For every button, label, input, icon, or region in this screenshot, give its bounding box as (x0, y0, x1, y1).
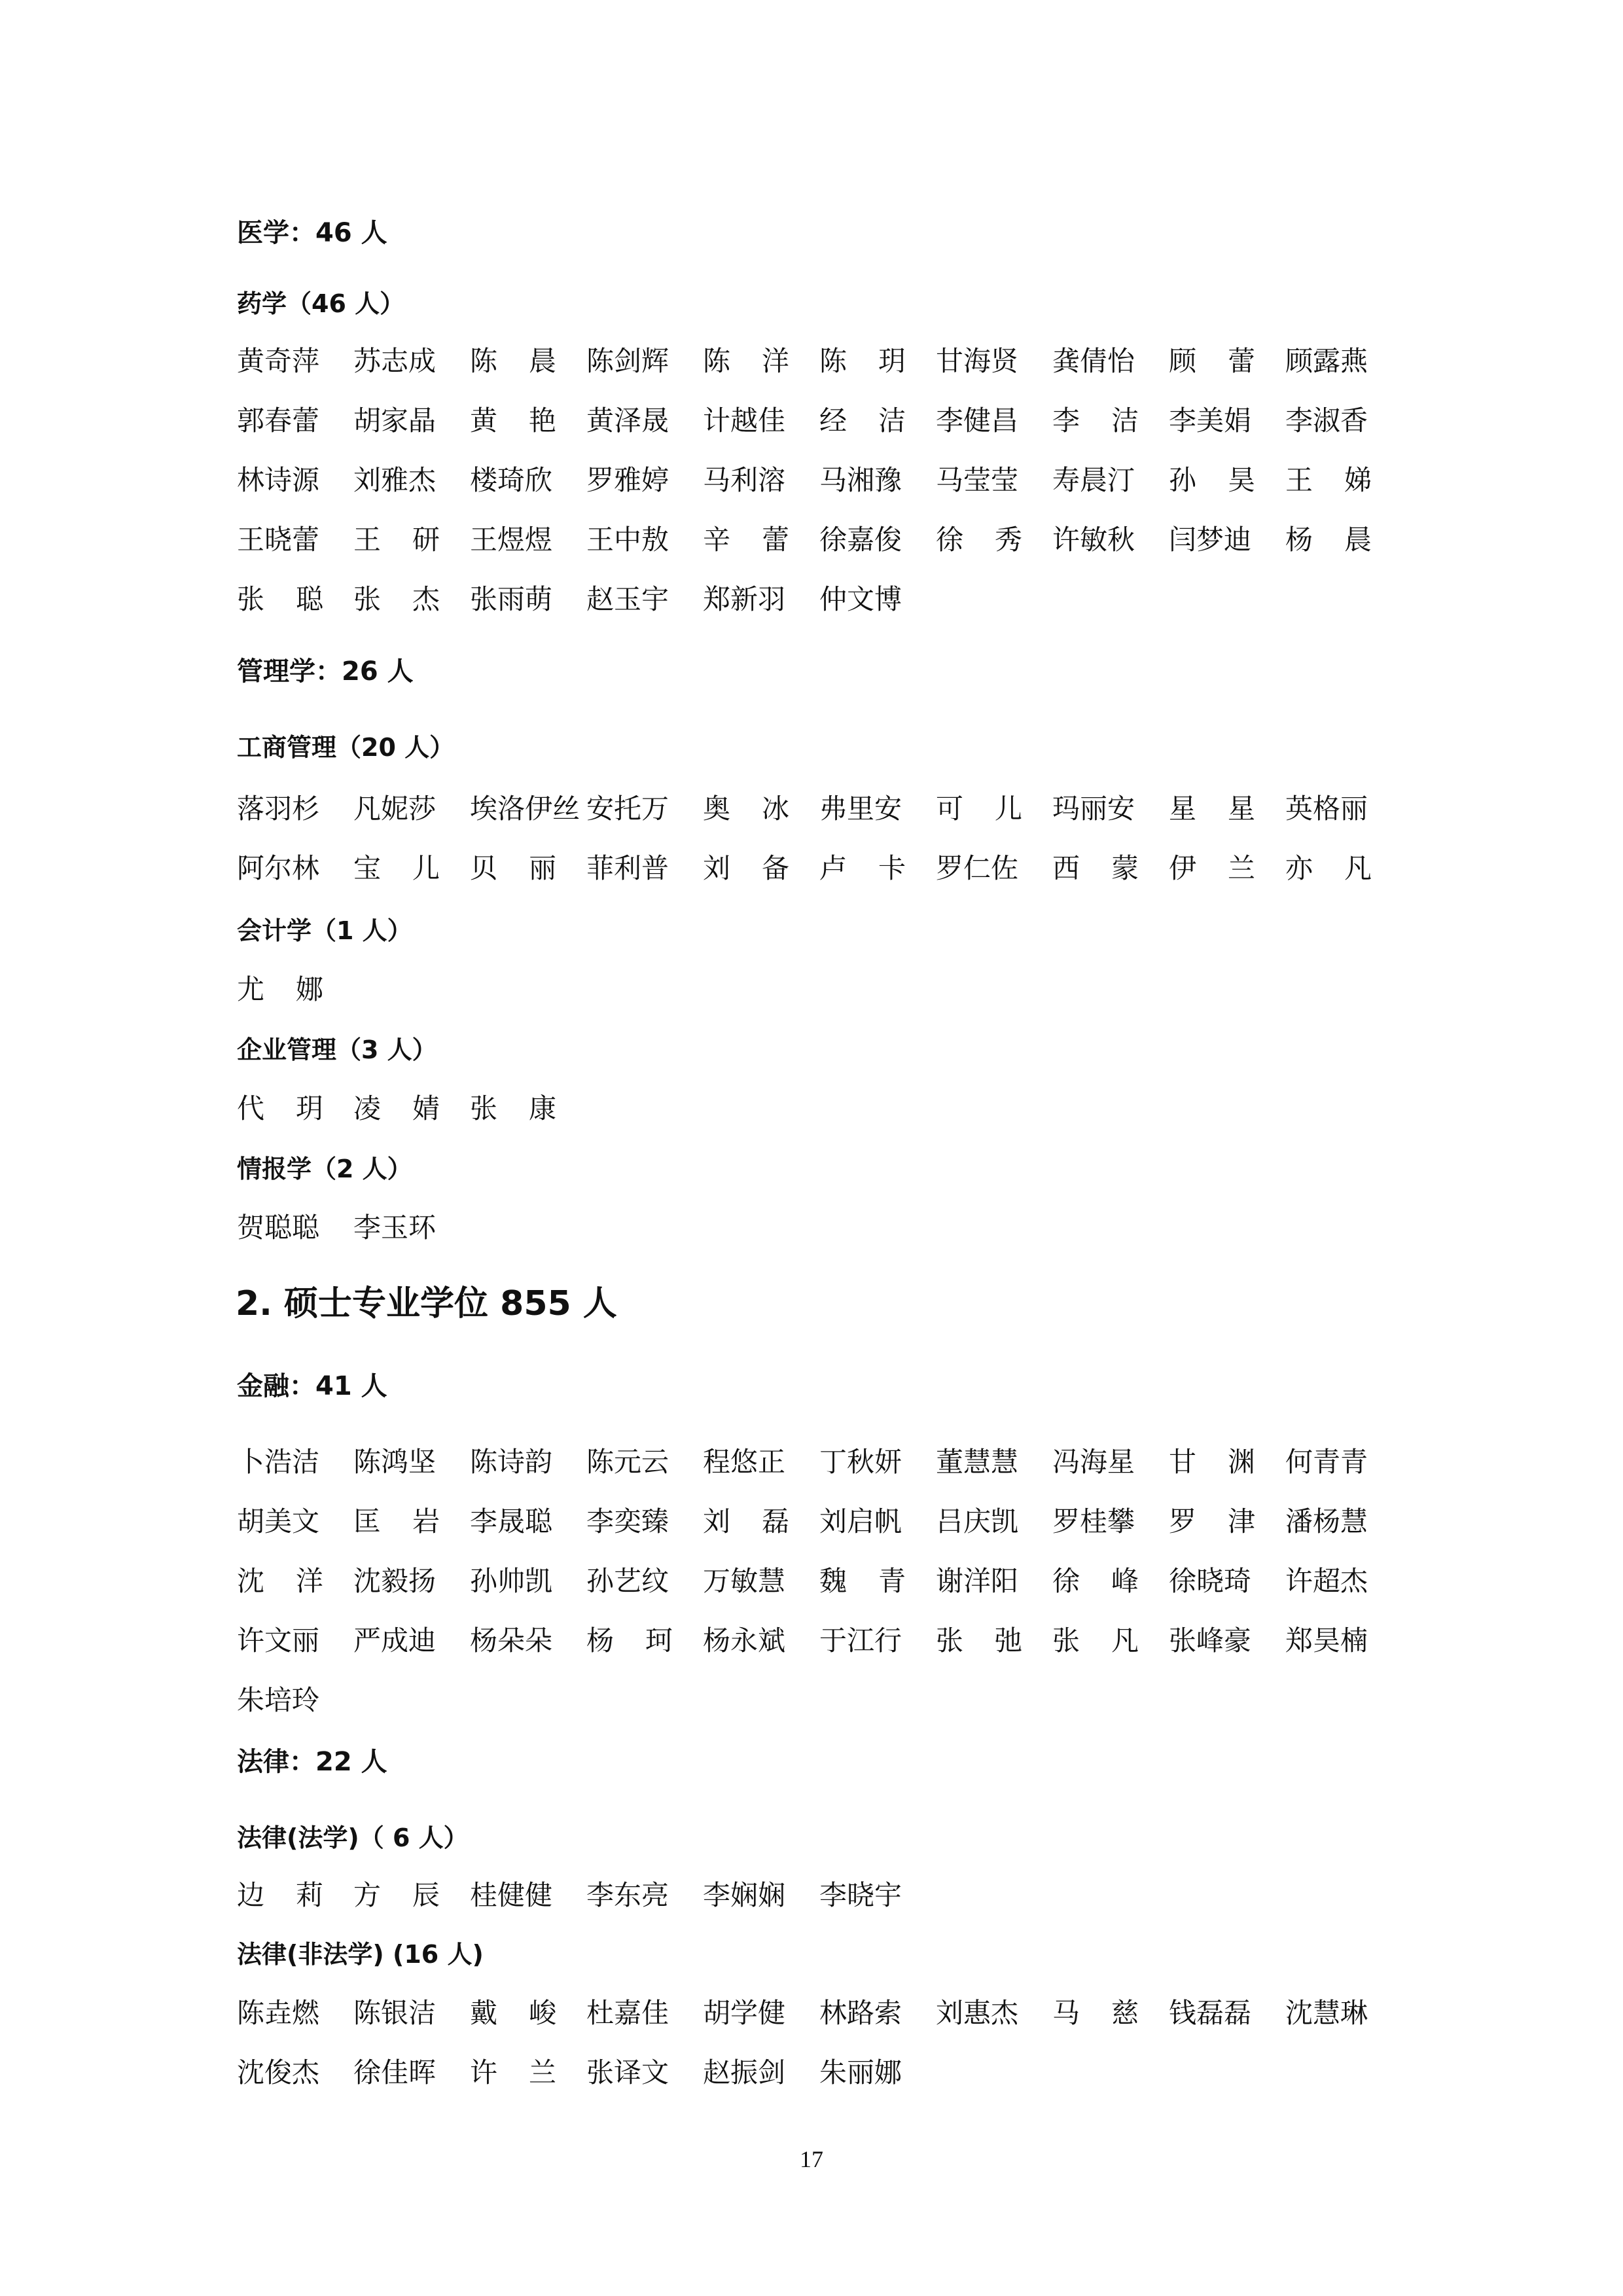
person-name: 郑昊楠 (1285, 1624, 1368, 1657)
person-name: 可 儿 (936, 793, 1022, 825)
person-name: 苏志成 (353, 345, 437, 377)
person-name: 星 星 (1169, 793, 1255, 825)
person-name: 许敏秋 (1052, 524, 1135, 556)
person-name: 贝 丽 (470, 852, 556, 884)
person-name: 计越佳 (703, 404, 786, 437)
person-name: 胡美文 (237, 1505, 320, 1537)
person-name: 李晓宇 (819, 1879, 902, 1911)
person-name: 马湘豫 (819, 464, 902, 496)
person-name: 张 康 (470, 1092, 556, 1124)
person-name: 魏 青 (819, 1565, 906, 1597)
person-name: 贺聪聪 (237, 1211, 320, 1244)
person-name: 英格丽 (1285, 793, 1368, 825)
person-name: 罗雅婷 (586, 464, 669, 496)
person-name: 陈元云 (586, 1446, 669, 1478)
subsection-heading: 法律(法学)（ 6 人） (237, 1823, 469, 1852)
person-name: 戴 峻 (470, 1997, 556, 2029)
section-heading: 管理学：26 人 (237, 656, 414, 687)
person-name: 王 研 (353, 524, 440, 556)
name-list (237, 1444, 1415, 1742)
person-name: 许文丽 (237, 1624, 320, 1657)
person-name: 林诗源 (237, 464, 320, 496)
person-name: 边 莉 (237, 1879, 323, 1911)
person-name: 李淑香 (1285, 404, 1368, 437)
person-name: 杨 珂 (586, 1624, 673, 1657)
person-name: 徐 峰 (1052, 1565, 1139, 1597)
person-name: 马莹莹 (936, 464, 1019, 496)
person-name: 赵振剑 (703, 2056, 786, 2089)
person-name: 胡学健 (703, 1997, 786, 2029)
person-name: 孙艺纹 (586, 1565, 669, 1597)
person-name: 郑新羽 (703, 583, 786, 615)
subsection-heading: 药学（46 人） (237, 289, 405, 318)
person-name: 李奕臻 (586, 1505, 669, 1537)
person-name: 万敏慧 (703, 1565, 786, 1597)
person-name: 凌 婧 (353, 1092, 440, 1124)
person-name: 孙帅凯 (470, 1565, 553, 1597)
person-name: 冯海星 (1052, 1446, 1135, 1478)
person-name: 程悠正 (703, 1446, 786, 1478)
person-name: 谢洋阳 (936, 1565, 1019, 1597)
person-name: 匡 岩 (353, 1505, 440, 1537)
person-name: 李东亮 (586, 1879, 669, 1911)
person-name: 菲利普 (586, 852, 669, 884)
person-name: 丁秋妍 (819, 1446, 902, 1478)
person-name: 埃洛伊丝 (470, 793, 580, 825)
section-heading: 金融：41 人 (237, 1371, 387, 1401)
person-name: 代 玥 (237, 1092, 323, 1124)
person-name: 李晟聪 (470, 1505, 553, 1537)
person-name: 王中敖 (586, 524, 669, 556)
person-name: 桂健健 (470, 1879, 553, 1911)
name-list (237, 1877, 1415, 1937)
person-name: 杨 晨 (1285, 524, 1372, 556)
person-name: 杨永斌 (703, 1624, 786, 1657)
person-name: 落羽杉 (237, 793, 320, 825)
person-name: 阿尔林 (237, 852, 320, 884)
person-name: 徐晓琦 (1169, 1565, 1252, 1597)
person-name: 凡妮莎 (353, 793, 437, 825)
person-name: 罗仁佐 (936, 852, 1019, 884)
person-name: 龚倩怡 (1052, 345, 1135, 377)
person-name: 郭春蕾 (237, 404, 320, 437)
person-name: 亦 凡 (1285, 852, 1372, 884)
person-name: 伊 兰 (1169, 852, 1255, 884)
name-list (237, 1090, 1415, 1150)
person-name: 弗里安 (819, 793, 902, 825)
person-name: 宝 儿 (353, 852, 440, 884)
person-name: 顾 蕾 (1169, 345, 1255, 377)
person-name: 陈鸿坚 (353, 1446, 437, 1478)
person-name: 杜嘉佳 (586, 1997, 669, 2029)
person-name: 李娴娴 (703, 1879, 786, 1911)
person-name: 吕庆凯 (936, 1505, 1019, 1537)
person-name: 奥 冰 (703, 793, 789, 825)
person-name: 张译文 (586, 2056, 669, 2089)
person-name: 李美娟 (1169, 404, 1252, 437)
person-name: 刘 备 (703, 852, 789, 884)
person-name: 沈 洋 (237, 1565, 323, 1597)
person-name: 张 弛 (936, 1624, 1022, 1657)
person-name: 马 慈 (1052, 1997, 1139, 2029)
person-name: 刘雅杰 (353, 464, 437, 496)
person-name: 黄 艳 (470, 404, 556, 437)
person-name: 李健昌 (936, 404, 1019, 437)
person-name: 方 辰 (353, 1879, 440, 1911)
person-name: 顾露燕 (1285, 345, 1368, 377)
person-name: 许 兰 (470, 2056, 556, 2089)
person-name: 陈垚燃 (237, 1997, 320, 2029)
person-name: 徐嘉俊 (819, 524, 902, 556)
person-name: 卢 卡 (819, 852, 906, 884)
person-name: 刘启帆 (819, 1505, 902, 1537)
person-name: 赵玉宇 (586, 583, 669, 615)
name-list (237, 343, 1415, 641)
person-name: 黄泽晟 (586, 404, 669, 437)
person-name: 仲文博 (819, 583, 902, 615)
page-number: 17 (800, 2146, 823, 2172)
person-name: 甘 渊 (1169, 1446, 1255, 1478)
section-heading: 法律：22 人 (237, 1747, 387, 1777)
person-name: 朱丽娜 (819, 2056, 902, 2089)
person-name: 马利溶 (703, 464, 786, 496)
person-name: 李玉环 (353, 1211, 437, 1244)
section-heading: 2. 硕士专业学位 855 人 (236, 1284, 617, 1323)
person-name: 罗 津 (1169, 1505, 1255, 1537)
person-name: 刘惠杰 (936, 1997, 1019, 2029)
person-name: 沈俊杰 (237, 2056, 320, 2089)
subsection-heading: 工商管理（20 人） (237, 733, 455, 762)
person-name: 张峰豪 (1169, 1624, 1252, 1657)
person-name: 张 聪 (237, 583, 323, 615)
person-name: 潘杨慧 (1285, 1505, 1368, 1537)
person-name: 刘 磊 (703, 1505, 789, 1537)
person-name: 陈诗韵 (470, 1446, 553, 1478)
person-name: 张雨萌 (470, 583, 553, 615)
subsection-heading: 情报学（2 人） (237, 1155, 412, 1183)
person-name: 经 洁 (819, 404, 906, 437)
person-name: 罗桂攀 (1052, 1505, 1135, 1537)
person-name: 董慧慧 (936, 1446, 1019, 1478)
person-name: 王 娣 (1285, 464, 1372, 496)
person-name: 尤 娜 (237, 973, 323, 1005)
name-list (237, 1210, 1415, 1269)
person-name: 陈 晨 (470, 345, 556, 377)
person-name: 寿晨汀 (1052, 464, 1135, 496)
person-name: 钱磊磊 (1169, 1997, 1252, 2029)
person-name: 徐佳晖 (353, 2056, 437, 2089)
person-name: 安托万 (586, 793, 669, 825)
person-name: 徐 秀 (936, 524, 1022, 556)
subsection-heading: 法律(非法学) (16 人) (237, 1940, 484, 1969)
person-name: 朱培玲 (237, 1684, 320, 1716)
name-list (237, 1995, 1415, 2114)
subsection-heading: 会计学（1 人） (237, 916, 412, 945)
person-name: 李 洁 (1052, 404, 1139, 437)
person-name: 沈慧琳 (1285, 1997, 1368, 2029)
person-name: 陈剑辉 (586, 345, 669, 377)
person-name: 辛 蕾 (703, 524, 789, 556)
person-name: 何青青 (1285, 1446, 1368, 1478)
section-heading: 医学：46 人 (237, 218, 387, 248)
person-name: 玛丽安 (1052, 793, 1135, 825)
person-name: 杨朵朵 (470, 1624, 553, 1657)
person-name: 陈银洁 (353, 1997, 437, 2029)
name-list (237, 791, 1415, 910)
person-name: 楼琦欣 (470, 464, 553, 496)
person-name: 黄奇萍 (237, 345, 320, 377)
person-name: 王晓蕾 (237, 524, 320, 556)
person-name: 甘海贤 (936, 345, 1019, 377)
person-name: 沈毅扬 (353, 1565, 437, 1597)
person-name: 卜浩洁 (237, 1446, 320, 1478)
person-name: 于江行 (819, 1624, 902, 1657)
person-name: 张 杰 (353, 583, 440, 615)
person-name: 许超杰 (1285, 1565, 1368, 1597)
person-name: 陈 洋 (703, 345, 789, 377)
person-name: 张 凡 (1052, 1624, 1139, 1657)
name-list (237, 971, 1415, 1031)
person-name: 西 蒙 (1052, 852, 1139, 884)
person-name: 林路索 (819, 1997, 902, 2029)
person-name: 严成迪 (353, 1624, 437, 1657)
person-name: 闫梦迪 (1169, 524, 1252, 556)
subsection-heading: 企业管理（3 人） (237, 1035, 437, 1064)
person-name: 陈 玥 (819, 345, 906, 377)
person-name: 孙 昊 (1169, 464, 1255, 496)
person-name: 王煜煜 (470, 524, 553, 556)
person-name: 胡家晶 (353, 404, 437, 437)
